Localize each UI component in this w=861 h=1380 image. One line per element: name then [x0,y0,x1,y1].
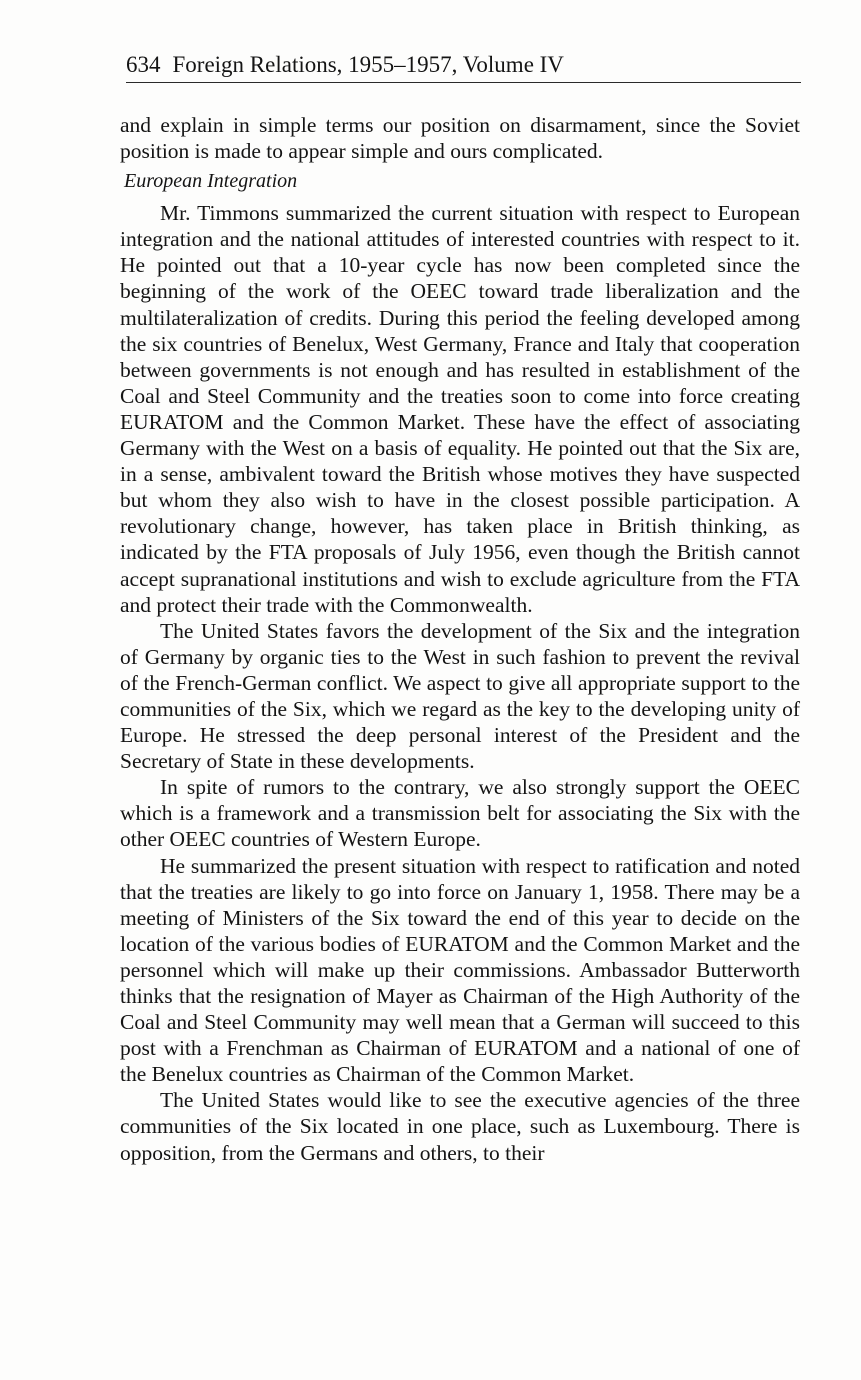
paragraph-4: He summarized the present situation with respect to ratification and noted that the treaties are likely to go into force on January 1, 1958. There may be a meeting of Ministers of the Six toward the end of this year to decide on the location of the various bodies of EURATOM and the Common Market and the personnel which will make up their commissions. Ambassador Butterworth thinks that the resignation of Mayer as Chairman of the High Authority of the Coal and Steel Community may well mean that a German will succeed to this post with a Frenchman as Chairman of EURATOM and a national of one of the Benelux countries as Chairman of the Common Market. [120,853,800,1087]
paragraph-1: Mr. Timmons summarized the current situation with respect to European integration and the national attitudes of interested countries with respect to it. He pointed out that a 10-year cycle has now been completed since the beginning of the work of the OEEC toward trade liberalization and the multilateralization of credits. During this period the feeling developed among the six countries of Benelux, West Germany, France and Italy that cooperation between governments is not enough and has resulted in establishment of the Coal and Steel Community and the treaties soon to come into force creating EURATOM and the Common Market. These have the effect of associating Germany with the West on a basis of equality. He pointed out that the Six are, in a sense, ambivalent toward the British whose motives they have suspected but whom they also wish to have in the closest possible participation. A revolutionary change, however, has taken place in British thinking, as indicated by the FTA proposals of July 1956, even though the British cannot accept supranational institutions and wish to exclude agriculture from the FTA and protect their trade with the Commonwealth. [120,201,800,617]
paragraph-5: The United States would like to see the executive agencies of the three communities of the Six located in one place, such as Luxembourg. There is opposition, from the Germans and others, to their [120,1088,800,1165]
body-text [120,112,800,1166]
section-heading: European Integration [124,170,298,193]
continuation-paragraph: and explain in simple terms our position on disarmament, since the Soviet position is made to appear simple and ours complicated. [120,113,800,164]
paragraph-2: The United States favors the development of the Six and the integration of Germany by organic ties to the West in such fashion to prevent the revival of the French-German conflict. We aspect to give all appropriate support to the communities of the Six, which we regard as the key to the developing unity of Europe. He stressed the deep personal interest of the President and the Secretary of State in these developments. [120,618,800,774]
paragraph-3: In spite of rumors to the contrary, we also strongly support the OEEC which is a framework and a transmission belt for associating the Six with the other OEEC countries of Western Europe. [120,775,800,852]
page-number: 634 [126,52,161,77]
running-head [126,48,801,83]
volume-title: Foreign Relations, 1955–1957, Volume IV [172,52,564,77]
